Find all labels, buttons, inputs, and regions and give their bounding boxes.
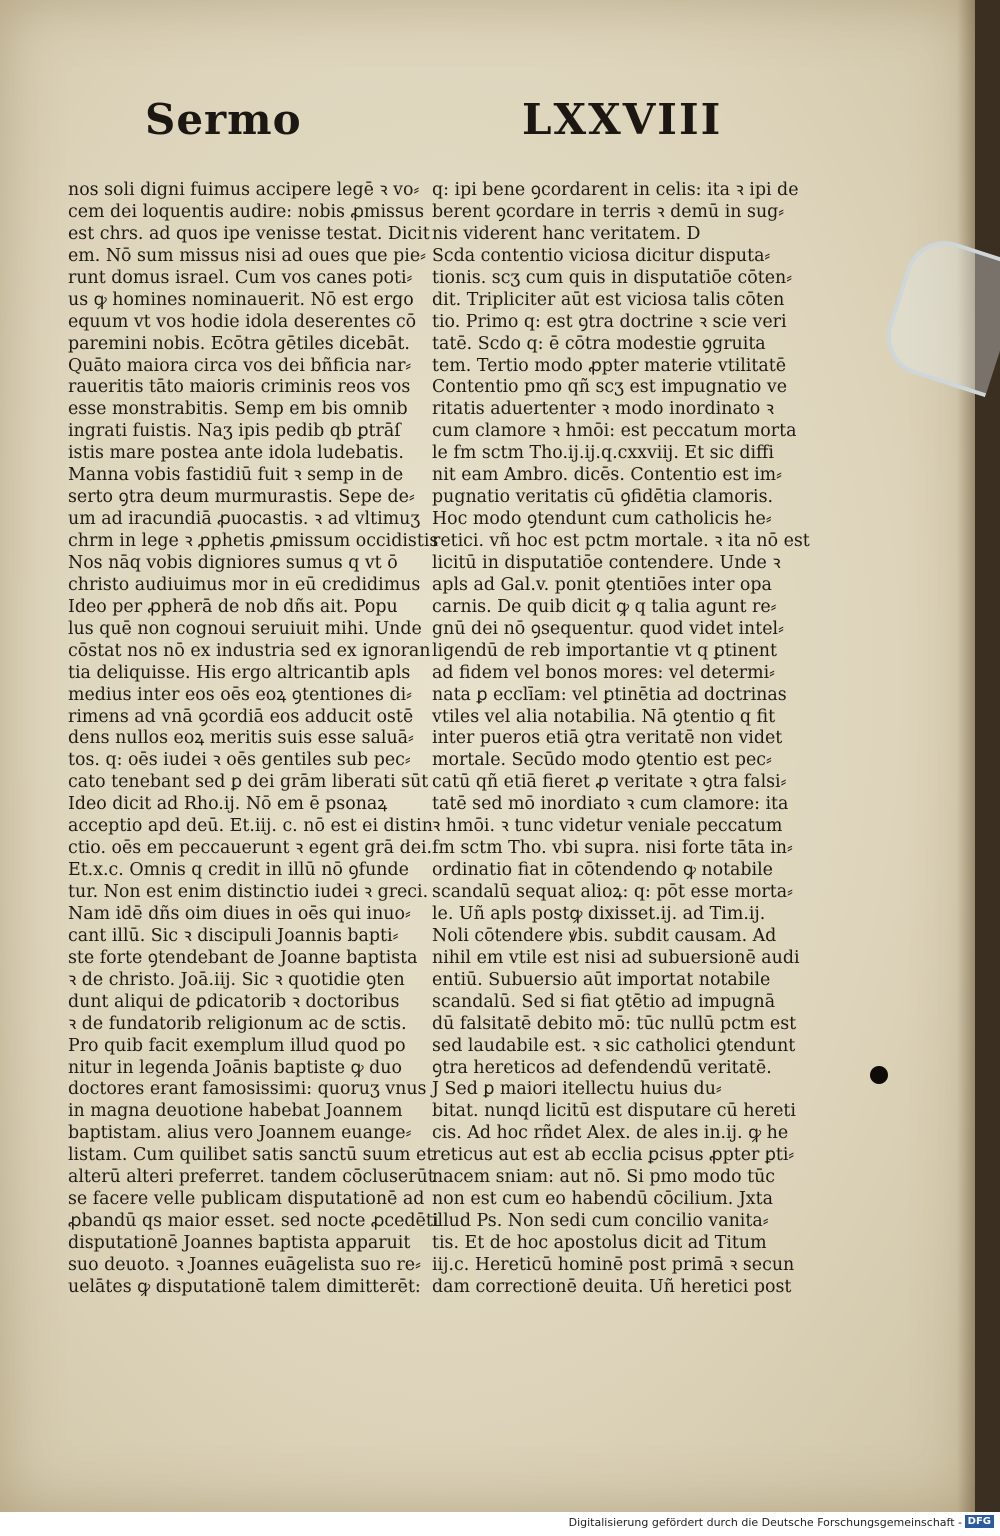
left-column-line: ctio. oēs em peccauerunt ꝛ egent grā dei. [68, 838, 433, 859]
right-column-line: tatē. Scdo q: ē cōtra modestie ꝯgruita [432, 333, 766, 354]
right-column-line: berent ꝯcordare in terris ꝛ demū in sug⸗ [432, 201, 785, 222]
left-column-line: est chrs. ad quos ipe venisse testat. Dicit [68, 223, 430, 244]
left-column-line: cant illū. Sic ꝛ discipuli Joannis bapti⸗ [68, 925, 399, 946]
right-column-line: cis. Ad hoc rñdet Alex. de ales in.ij. ꝙ he [432, 1123, 789, 1144]
left-column-line: tia deliquisse. His ergo altricantib apls [68, 662, 411, 683]
left-column-line: ꝛ de christo. Joā.iij. Sic ꝛ quotidie ꝯten [68, 969, 405, 990]
left-column-line: esse monstrabitis. Semp em bis omnib [68, 399, 408, 420]
right-column-line: iij.c. Hereticū hominē post primā ꝛ secun [432, 1254, 795, 1275]
right-column-line: le fm sctm Tho.ij.ij.q.cxxviij. Et sic diffi [432, 443, 774, 464]
left-column-line: tur. Non est enim distinctio iudei ꝛ greci. [68, 882, 429, 902]
right-column-line: Noli cōtendere ꝟbis. subdit causam. Ad [432, 925, 777, 946]
left-column-line: us ꝙ homines nominauerit. Nō est ergo [68, 289, 414, 310]
left-column-line: Nam idē dñs oim diues in oēs qui inuo⸗ [68, 903, 411, 924]
right-column-line: ꝯtra hereticos ad defendendū veritatē. [432, 1057, 772, 1078]
text-column-left [68, 180, 439, 1299]
right-column-line: ordinatio fiat in cōtendendo ꝙ notabile [432, 860, 773, 881]
right-column-line: tionis. scʒ cum quis in disputatiōe cōten⸗ [432, 267, 792, 288]
left-column-line: doctores erant famosissimi: quoruʒ vnus [68, 1079, 427, 1100]
left-column-line: medius inter eos oēs eoꝝ ꝯtentiones di⸗ [68, 684, 412, 705]
left-column-line: istis mare postea ante idola ludebatis. [68, 443, 404, 464]
right-column-line: catū qñ etiā fieret ꝓ veritate ꝛ ꝯtra falsi⸗ [432, 772, 787, 793]
left-column-line: ꝓbandū qs maior esset. sed nocte ꝓcedēti [68, 1211, 439, 1232]
right-column-line: ritatis aduertenter ꝛ modo inordinato ꝛ [432, 399, 775, 420]
right-column-line: scandalū. Sed si fiat ꝯtētio ad impugnā [432, 991, 776, 1012]
right-column-line: nata ꝑ ecclīam: vel ꝑtinētia ad doctrinas [432, 684, 787, 705]
right-column-line: dit. Tripliciter aūt est viciosa talis cōten [432, 289, 785, 310]
right-column-line: Scda contentio viciosa dicitur disputa⸗ [432, 245, 771, 266]
left-column-line: dunt aliqui de ꝑdicatorib ꝛ doctoribus [68, 991, 400, 1012]
right-column-line: inter pueros etiā ꝯtra veritatē non videt [432, 728, 783, 749]
right-column-line: q: ipi bene ꝯcordarent in celis: ita ꝛ ipi de [432, 180, 799, 200]
right-column-line: pugnatio veritatis cū ꝯfidētia clamoris. [432, 487, 774, 508]
left-column-line: acceptio apd deū. Et.iij. c. nō est ei distin [68, 816, 433, 837]
right-column-line: tatē sed mō inordiato ꝛ cum clamore: ita [432, 794, 789, 815]
right-column-line: Hoc modo ꝯtendunt cum catholicis he⸗ [432, 509, 772, 530]
right-column-line: fm sctm Tho. vbi supra. nisi forte tāta in⸗ [432, 838, 793, 859]
left-column-line: Quāto maiora circa vos dei bñficia nar⸗ [68, 355, 412, 376]
right-column-line: mortale. Secūdo modo ꝯtentio est pec⸗ [432, 750, 772, 771]
left-column-line: se facere velle publicam disputationē ad [68, 1189, 425, 1210]
right-column-line: dam correctionē deuita. Uñ heretici post [432, 1276, 792, 1297]
left-column-line: nitur in legenda Joānis baptiste ꝙ duo [68, 1057, 402, 1078]
right-column-line: Contentio pmo qñ scʒ est impugnatio ve [432, 377, 787, 398]
left-column-line: in magna deuotione habebat Joannem [68, 1101, 403, 1122]
left-column-line: ste forte ꝯtendebant de Joanne baptista [68, 947, 418, 968]
right-column-line: entiū. Subuersio aūt importat notabile [432, 969, 771, 990]
right-column-line: retici. vñ hoc est pctm mortale. ꝛ ita nō est [432, 531, 810, 551]
left-column-line: Nos nāq vobis digniores sumus q vt ō [68, 552, 398, 573]
left-column-line: suo deuoto. ꝛ Joannes euāgelista suo re⸗ [68, 1254, 421, 1275]
left-column-line: serto ꝯtra deum murmurastis. Sepe de⸗ [68, 487, 415, 508]
left-column-line: dens nullos eoꝝ meritis suis esse saluā⸗ [68, 728, 414, 749]
right-column-line: scandalū sequat alioꝝ: q: pōt esse morta⸗ [432, 882, 793, 902]
left-column-line: rimens ad vnā ꝯcordiā eos adducit ostē [68, 706, 414, 727]
left-column-line: ꝛ de fundatorib religionum ac de sctis. [68, 1013, 407, 1034]
right-column-line: non est cum eo habendū cōcilium. Jxta [432, 1189, 773, 1210]
right-column-line: dū falsitatē debito mō: tūc nullū pctm est [432, 1013, 797, 1034]
left-column-line: alterū alteri preferret. tandem cōcluserūt [68, 1167, 435, 1188]
left-column-line: um ad iracundiā ꝓuocastis. ꝛ ad vltimuʒ [68, 509, 421, 530]
left-column-line: Et.x.c. Omnis q credit in illū nō ꝯfunde [68, 860, 409, 881]
right-column-line: ꝛ hmōi. ꝛ tunc videtur veniale peccatum [432, 816, 783, 837]
running-head-left: Sermo [145, 95, 302, 144]
left-column-line: lus quē non cognoui seruiuit mihi. Unde [68, 618, 422, 639]
right-column-line: gnū dei nō ꝯsequentur. quod videt intel⸗ [432, 618, 784, 639]
left-column-line: tos. q: oēs iudei ꝛ oēs gentiles sub pec⸗ [68, 750, 411, 771]
left-column-line: ingrati fuistis. Naʒ ipis pedib qb ꝑtrāſ [68, 421, 401, 442]
left-column-line: Ideo dicit ad Rho.ij. Nō em ē psonaꝝ [68, 794, 388, 815]
right-column-line: sed laudabile est. ꝛ sic catholici ꝯtendunt [432, 1035, 796, 1056]
left-column-line: Pro quib facit exemplum illud quod po [68, 1035, 406, 1056]
left-column-line: chrm in lege ꝛ ꝓphetis ꝓmissum occidistis [68, 531, 439, 551]
left-column-line: paremini nobis. Ecōtra gētiles dicebāt. [68, 333, 410, 354]
text-column-right [432, 180, 810, 1299]
right-column-line: nihil em vtile est nisi ad subuersionē audi [432, 947, 800, 968]
left-column-line: listam. Cum quilibet satis sanctū suum et [68, 1145, 434, 1166]
left-column-line: Manna vobis fastidiū fuit ꝛ semp in de [68, 465, 404, 486]
right-column-line: tio. Primo q: est ꝯtra doctrine ꝛ scie veri [432, 311, 787, 332]
right-column-line: tem. Tertio modo ꝓpter materie vtilitatē [432, 355, 787, 376]
right-column-line: carnis. De quib dicit ꝙ q talia agunt re⸗ [432, 596, 777, 617]
dfg-logo: DFG [965, 1515, 994, 1528]
ink-blot [870, 1066, 888, 1084]
right-column-line: ligendū de reb importantie vt q ꝑtinent [432, 640, 777, 661]
right-column-line: illud Ps. Non sedi cum concilio vanita⸗ [432, 1211, 769, 1232]
right-column-line: J Sed ꝑ maiori itellectu huius du⸗ [432, 1079, 722, 1100]
left-column-line: runt domus israel. Cum vos canes poti⸗ [68, 267, 413, 288]
right-column-line: vtiles vel alia notabilia. Nā ꝯtentio q fit [432, 706, 776, 727]
left-column-line: cato tenebant sed ꝑ dei grām liberati sūt [68, 772, 429, 793]
left-column-line: baptistam. alius vero Joannem euange⸗ [68, 1123, 412, 1144]
right-column-line: ad fidem vel bonos mores: vel determi⸗ [432, 662, 775, 683]
right-column-line: bitat. nunqd licitū est disputare cū hereti [432, 1101, 796, 1122]
left-column-line: em. Nō sum missus nisi ad oues que pie⸗ [68, 245, 426, 266]
left-column-line: nos soli digni fuimus accipere legē ꝛ vo⸗ [68, 180, 420, 200]
right-column-line: nacem sniam: aut nō. Si pmo modo tūc [432, 1167, 776, 1188]
right-column-line: cum clamore ꝛ hmōi: est peccatum morta [432, 421, 797, 442]
right-column-line: apls ad Gal.v. ponit ꝯtentiōes inter opa [432, 574, 772, 595]
left-column-line: disputationē Joannes baptista apparuit [68, 1233, 411, 1253]
right-column-line: le. Uñ apls postꝙ dixisset.ij. ad Tim.ij. [432, 903, 766, 924]
left-column-line: christo audiuimus mor in eū credidimus [68, 574, 421, 595]
left-column-line: cem dei loquentis audire: nobis ꝓmissus [68, 201, 424, 222]
right-column-line: reticus aut est ab ecclia ꝑcisus ꝓpter ꝑti⸗ [432, 1145, 795, 1166]
folio-number: LXXVIII [522, 95, 723, 144]
left-column-line: cōstat nos nō ex industria sed ex ignoran [68, 640, 431, 661]
digitization-credit: Digitalisierung gefördert durch die Deutsche Forschungsgemeinschaft - [568, 1516, 962, 1529]
left-column-line: equum vt vos hodie idola deserentes cō [68, 311, 417, 332]
left-column-line: Ideo per ꝓpherā de nob dñs ait. Popu [68, 596, 398, 617]
left-column-line: uelātes ꝙ disputationē talem dimitterēt: [68, 1276, 421, 1297]
right-column-line: licitū in disputatiōe contendere. Unde ꝛ [432, 552, 781, 573]
right-column-line: nis viderent hanc veritatem. D [432, 223, 701, 244]
left-column-line: raueritis tāto maioris criminis reos vos [68, 377, 411, 398]
right-column-line: nit eam Ambro. dicēs. Contentio est im⸗ [432, 465, 782, 486]
right-column-line: tis. Et de hoc apostolus dicit ad Titum [432, 1233, 767, 1253]
